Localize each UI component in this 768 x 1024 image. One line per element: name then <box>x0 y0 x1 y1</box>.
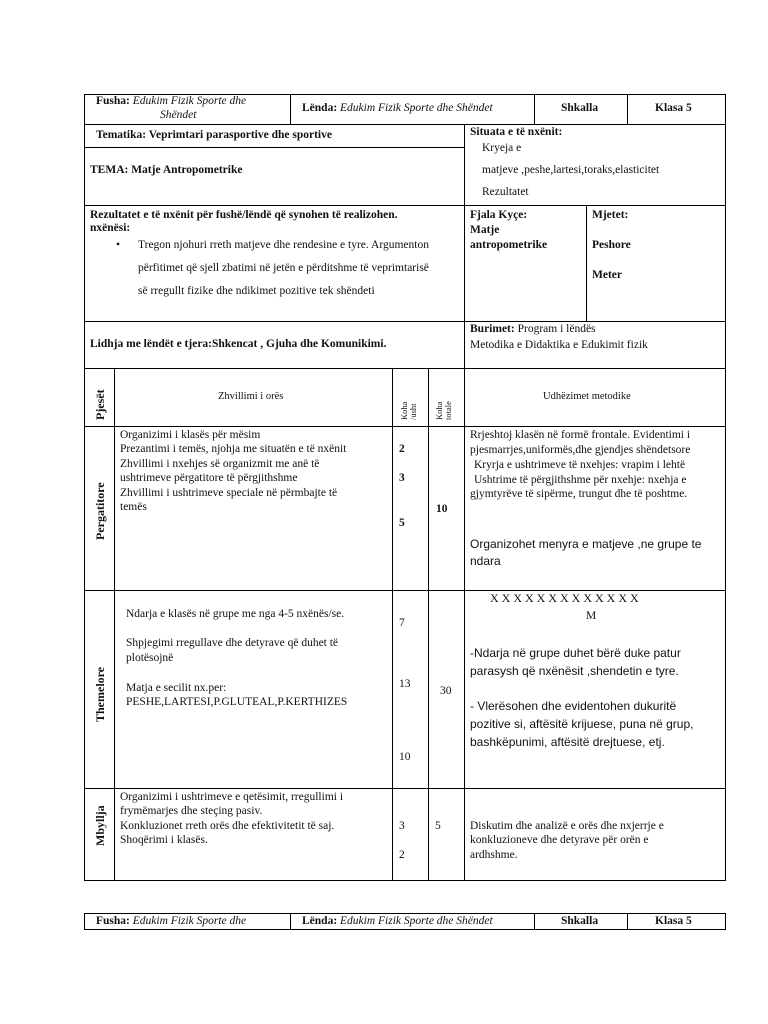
klasa-label: Klasa 5 <box>655 915 692 927</box>
mbyllja-line: frymëmarjes dhe steçing pasiv. <box>120 805 263 817</box>
table-border <box>392 368 393 881</box>
header-lenda <box>302 101 493 115</box>
fusha-value: Edukim Fizik Sporte dhe <box>132 915 247 927</box>
burimet-label: Burimet: <box>470 323 515 335</box>
zhvillimi-header: Zhvillimi i orës <box>218 391 284 402</box>
koha-value: 7 <box>399 617 405 629</box>
table-border <box>84 147 465 148</box>
koha-totale-line2: totale <box>443 401 453 420</box>
pergatitore-line: Prezantimi i temës, njohja me situatën e të nxënit <box>120 443 347 455</box>
koha-value: 3 <box>399 472 405 484</box>
udh-line: pjesmarrjes,uniformës,dhe gjendjes shëndetsore <box>470 444 691 456</box>
fusha-label: Fusha: <box>96 915 130 927</box>
themelore-line: Shpjegimi rregullave dhe detyrave që duhet të <box>126 637 339 649</box>
tema-title: TEMA: Matje Antropometrike <box>90 164 243 176</box>
koha-value: 13 <box>399 678 411 690</box>
mbyllja-line: Organizimi i ushtrimeve e qetësimit, rregullimi i <box>120 791 344 803</box>
formation-teacher: M <box>586 610 597 622</box>
koha-usht-header <box>400 402 418 420</box>
mbyllja-line: Konkluzionet rreth orës dhe efektivitetit të saj. <box>120 820 335 832</box>
table-border <box>534 913 535 930</box>
rezultatet-line: së rregullt fizike dhe ndikimet pozitive tek shëndeti <box>138 285 375 297</box>
udh-line: konkluzioneve dhe detyrave për orën e <box>470 834 649 846</box>
pergatitore-line: Organizimi i klasës për mësim <box>120 429 261 441</box>
situata-title: Situata e të nxënit: <box>470 126 563 138</box>
table-border <box>114 368 115 881</box>
shkalla-label: Shkalla <box>561 915 599 927</box>
table-border <box>84 321 726 322</box>
koha-total: 30 <box>440 685 452 697</box>
udh-line: Diskutim dhe analizë e orës dhe nxjerrje e <box>470 820 664 832</box>
udh-line: Kryrja e ushtrimeve të nxehjes: vrapim i lehtë <box>474 459 686 471</box>
table-border <box>84 880 726 881</box>
fjala-kyce-line: antropometrike <box>470 239 548 251</box>
koha-total: 10 <box>436 503 448 515</box>
koha-value: 5 <box>399 517 405 529</box>
udh-line: Ushtrime të përgjithshme për nxehje: nxehja e <box>474 474 687 486</box>
table-border <box>725 913 726 930</box>
lenda-label: Lënda: <box>302 102 338 114</box>
table-border <box>84 94 85 881</box>
lidhja-text: Lidhja me lëndët e tjera:Shkencat , Gjuha dhe Komunikimi. <box>90 338 387 350</box>
udh-line: - Vlerësohen dhe evidentohen dukuritë <box>470 699 677 713</box>
footer-lenda <box>302 914 493 928</box>
table-border <box>84 205 726 206</box>
fusha-value: Edukim Fizik Sporte dhe <box>132 95 247 107</box>
udhezimet-header: Udhëzimet metodike <box>543 391 631 402</box>
udh-line: bashkëpunimi, aftësitë drejtuese, etj. <box>470 735 665 749</box>
table-border <box>627 94 628 125</box>
themelore-label: Themelore <box>93 666 107 722</box>
footer-fusha <box>96 914 246 928</box>
table-border <box>84 788 726 789</box>
pergatitore-line: Zhvillimi i ushtrimeve speciale në përmbajte të <box>120 487 338 499</box>
udh-extra: ndara <box>470 554 501 568</box>
table-border <box>464 124 465 881</box>
table-border <box>84 426 726 427</box>
udh-line: pozitive si, aftësitë krijuese, puna në grup, <box>470 717 694 731</box>
koha-value: 2 <box>399 849 405 861</box>
pergatitore-line: ushtrimeve përgatitore të përgjithshme <box>120 472 298 484</box>
mjetet-item: Peshore <box>592 239 631 251</box>
mbyllja-label: Mbyllja <box>93 805 107 846</box>
table-border <box>84 929 726 930</box>
formation-row: X X X X X X X X X X X X X <box>490 591 639 605</box>
fjala-kyce-title: Fjala Kyçe: <box>470 209 528 221</box>
udh-line: ardhshme. <box>470 849 518 861</box>
pergatitore-line: temës <box>120 501 147 513</box>
koha-total: 5 <box>435 820 441 832</box>
lenda-value: Edukim Fizik Sporte dhe Shëndet <box>340 915 493 927</box>
rezultatet-line: Tregon njohuri rreth matjeve dhe rendesine e tyre. Argumenton <box>138 239 429 251</box>
rezultatet-title: Rezultatet e të nxënit për fushë/lëndë që synohen të realizohen. <box>90 209 398 221</box>
koha-usht-line2: /usht <box>408 403 418 420</box>
koha-value: 10 <box>399 751 411 763</box>
udh-line: -Ndarja në grupe duhet bërë duke patur <box>470 646 681 660</box>
udh-line: parasysh që nxënësit ,shendetin e tyre. <box>470 664 679 678</box>
table-border <box>586 205 587 322</box>
situata-line: Rezultatet <box>482 186 529 198</box>
burimet <box>470 322 596 336</box>
table-border <box>428 368 429 881</box>
themelore-line: Ndarja e klasës në grupe me nga 4-5 nxënës/se. <box>126 608 345 620</box>
burimet-line2: Metodika e Didaktika e Edukimit fizik <box>470 339 648 351</box>
tematika-label: Tematika: <box>96 129 147 141</box>
themelore-line: plotësojnë <box>126 652 174 664</box>
fjala-kyce-line: Matje <box>470 224 500 236</box>
mbyllja-line: Shoqërimi i klasës. <box>120 834 208 846</box>
table-border <box>290 913 291 930</box>
themelore-line: Matja e secilit nx.per: <box>126 682 227 694</box>
koha-value: 3 <box>399 820 405 832</box>
shkalla-label: Shkalla <box>561 102 599 114</box>
table-border <box>84 913 85 930</box>
mjetet-title: Mjetet: <box>592 209 629 221</box>
table-border <box>84 368 726 369</box>
burimet-line1: Program i lëndës <box>517 323 596 335</box>
table-border <box>627 913 628 930</box>
klasa-label: Klasa 5 <box>655 102 692 114</box>
situata-line: matjeve ,peshe,lartesi,toraks,elasticitet <box>482 164 660 176</box>
udh-line: gjymtyrëve të sipërme, trungut dhe të poshtme. <box>470 488 688 500</box>
lenda-value: Edukim Fizik Sporte dhe Shëndet <box>340 102 493 114</box>
koha-totale-line1: Koha <box>434 401 444 420</box>
fusha-value-cont: Shëndet <box>160 109 197 121</box>
situata-line: Kryeja e <box>482 142 522 154</box>
tematika <box>96 128 332 142</box>
tematika-value: Veprimtari parasportive dhe sportive <box>148 129 332 141</box>
koha-totale-header <box>435 401 453 420</box>
table-border <box>290 94 291 125</box>
rezultatet-subtitle: nxënësi: <box>90 222 131 234</box>
udh-line: Rrjeshtoj klasën në formë frontale. Evidentimi i <box>470 429 691 441</box>
udh-extra: Organizohet menyra e matjeve ,ne grupe te <box>470 537 702 551</box>
rezultatet-line: përfitimet që sjell zbatimi në jetën e përditshme të veprimtarisë <box>138 262 429 274</box>
table-border <box>725 94 726 881</box>
mjetet-item: Meter <box>592 269 622 281</box>
table-border <box>84 124 726 125</box>
koha-usht-line1: Koha <box>399 401 409 420</box>
bullet-icon: • <box>116 239 121 251</box>
themelore-line: PESHE,LARTESI,P.GLUTEAL,P.KERTHIZES <box>126 696 348 708</box>
fusha-label: Fusha: <box>96 95 130 107</box>
pergatitore-label: Pergatitore <box>93 482 107 540</box>
pergatitore-line: Zhvillimi i nxehjes së organizmit me anë të <box>120 458 320 470</box>
lenda-label: Lënda: <box>302 915 338 927</box>
header-fusha <box>96 94 246 108</box>
koha-value: 2 <box>399 443 405 455</box>
table-border <box>534 94 535 125</box>
pjeset-header: Pjesët <box>93 389 107 420</box>
